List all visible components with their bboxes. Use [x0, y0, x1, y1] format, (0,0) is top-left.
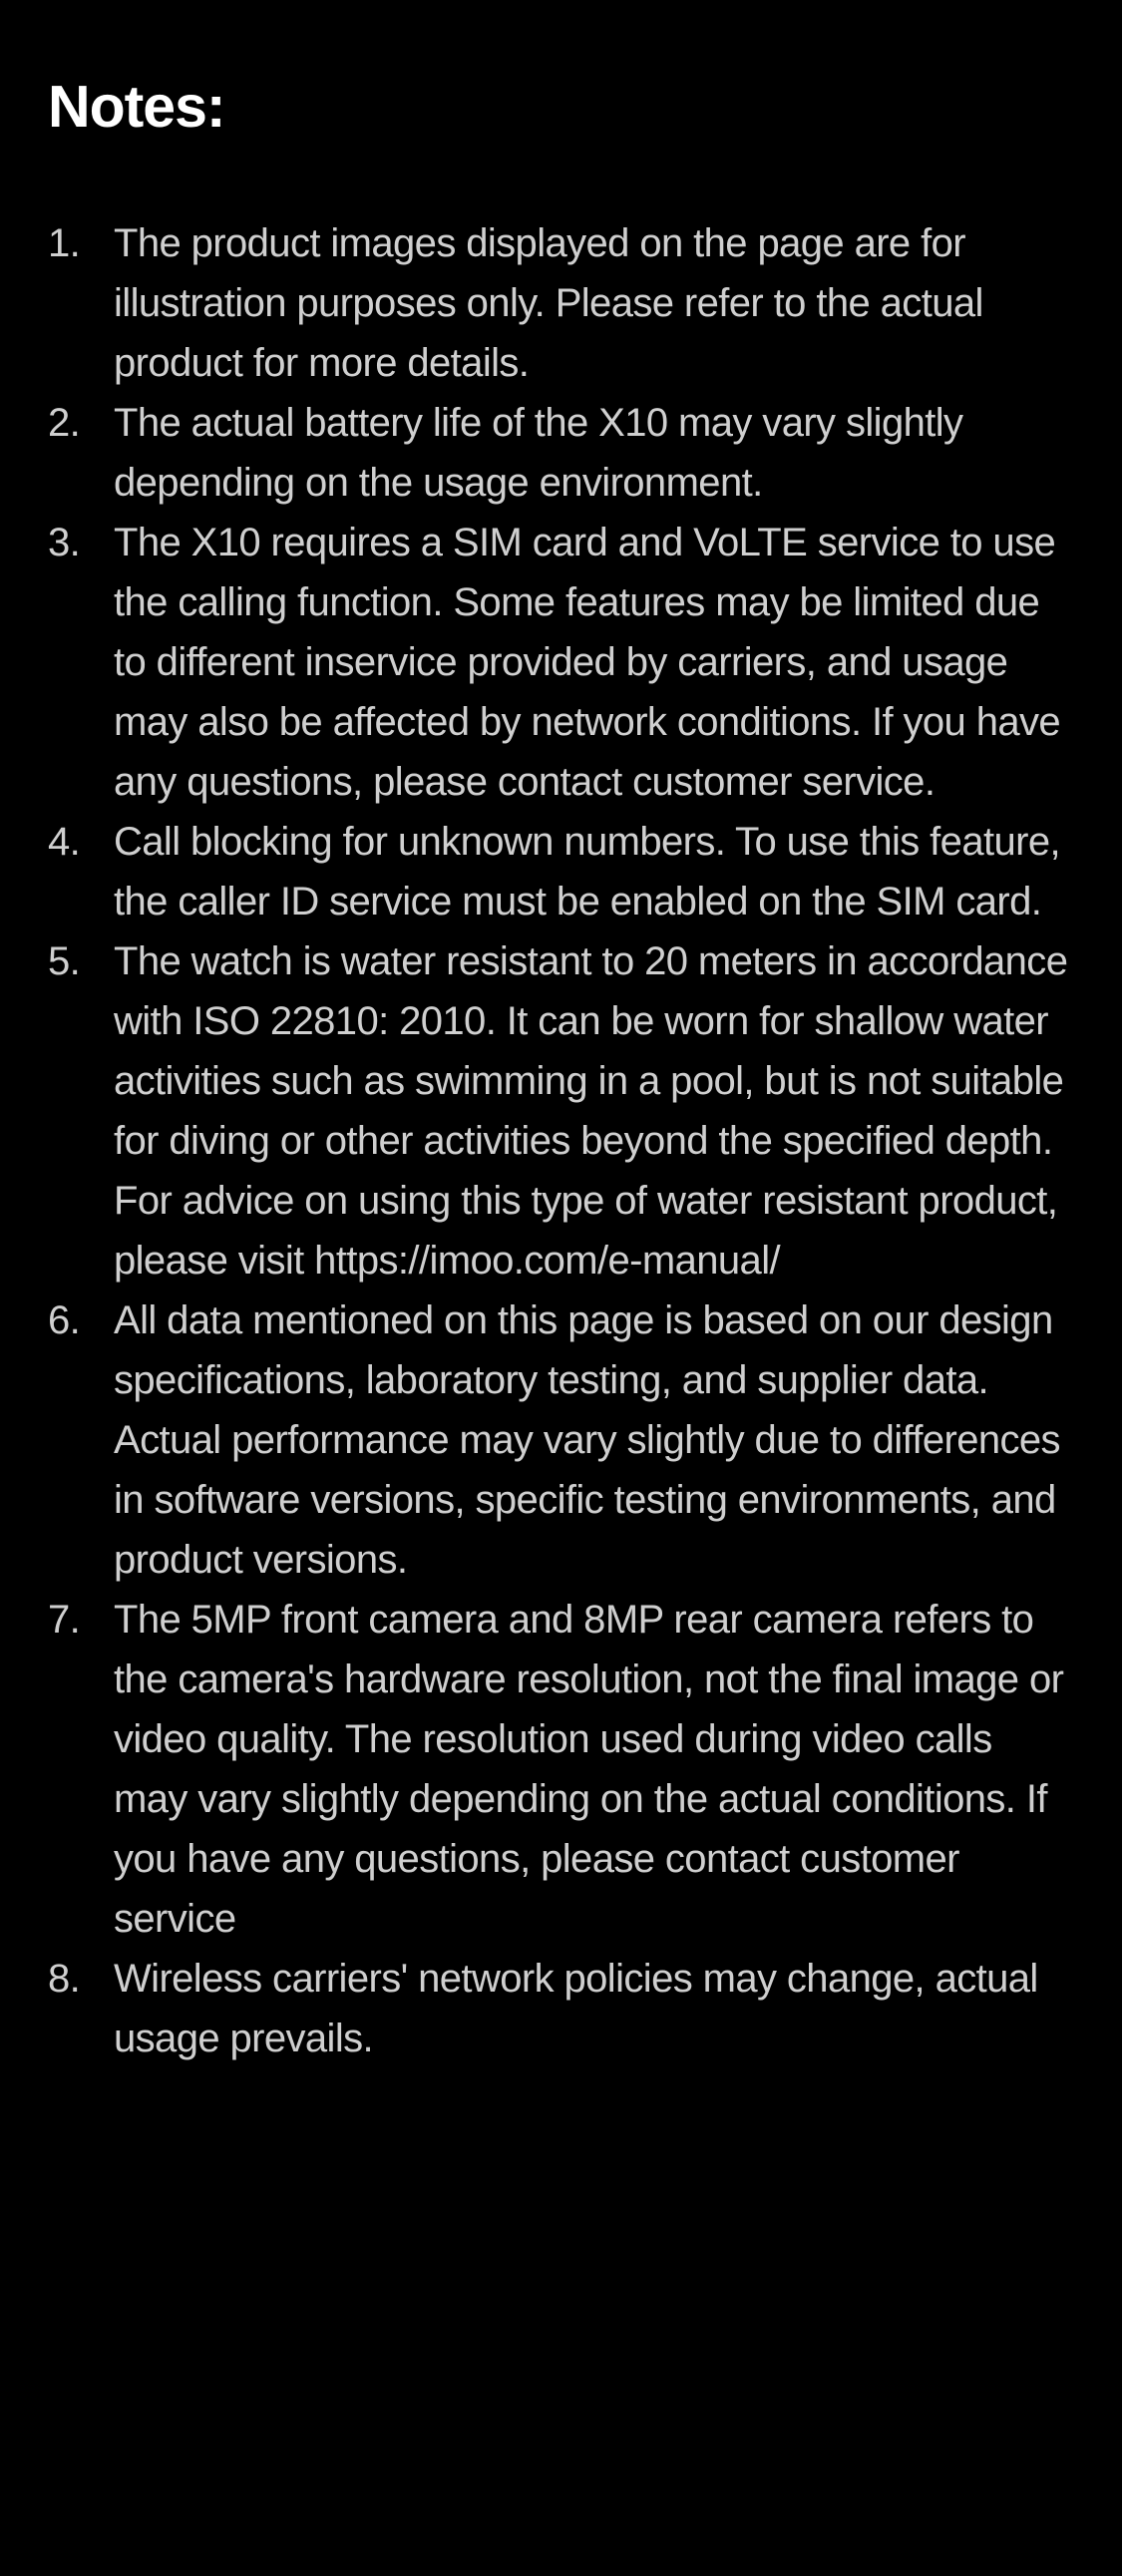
note-item-8	[48, 1949, 1074, 2068]
note-text: The X10 requires a SIM card and VoLTE service to use the calling function. Some features may be limited due to different inservice provided by carriers, and usage may also be affected by network conditions. If you have any questions, please contact customer service.	[114, 521, 1061, 804]
note-number: 7.	[48, 1598, 81, 1642]
note-item-5	[48, 931, 1074, 1290]
note-number: 6.	[48, 1298, 81, 1342]
note-text: Wireless carriers' network policies may change, actual usage prevails.	[114, 1957, 1038, 2060]
notes-list	[48, 213, 1074, 2068]
note-item-3	[48, 513, 1074, 812]
note-item-2	[48, 393, 1074, 513]
note-text: The 5MP front camera and 8MP rear camera refers to the camera's hardware resolution, not the final image or video quality. The resolution used during video calls may vary slightly depending on the actual conditions. If you have any questions, please contact customer service	[114, 1598, 1064, 1941]
note-item-4	[48, 812, 1074, 931]
note-text: Call blocking for unknown numbers. To use this feature, the caller ID service must be enabled on the SIM card.	[114, 820, 1061, 923]
note-number: 1.	[48, 221, 81, 265]
note-text: The product images displayed on the page are for illustration purposes only. Please refer to the actual product for more details.	[114, 221, 983, 385]
note-number: 5.	[48, 939, 81, 983]
note-number: 3.	[48, 521, 81, 564]
note-number: 2.	[48, 401, 81, 445]
note-number: 8.	[48, 1957, 81, 2001]
notes-title: Notes:	[48, 74, 225, 140]
note-text: The watch is water resistant to 20 meters in accordance with ISO 22810: 2010. It can be worn for shallow water activities such as swimming in a pool, but is not suitable for diving or other activities beyond the specified depth. For advice on using this type of water resistant product, please visit https://imoo.com/e-manual/	[114, 939, 1068, 1283]
note-text: All data mentioned on this page is based on our design specifications, laboratory testing, and supplier data. Actual performance may vary slightly due to differences in software versions, specific testing environments, and product versions.	[114, 1298, 1060, 1582]
note-item-6	[48, 1290, 1074, 1590]
note-number: 4.	[48, 820, 81, 864]
note-item-7	[48, 1590, 1074, 1949]
note-item-1	[48, 213, 1074, 393]
note-text: The actual battery life of the X10 may vary slightly depending on the usage environment.	[114, 401, 963, 505]
